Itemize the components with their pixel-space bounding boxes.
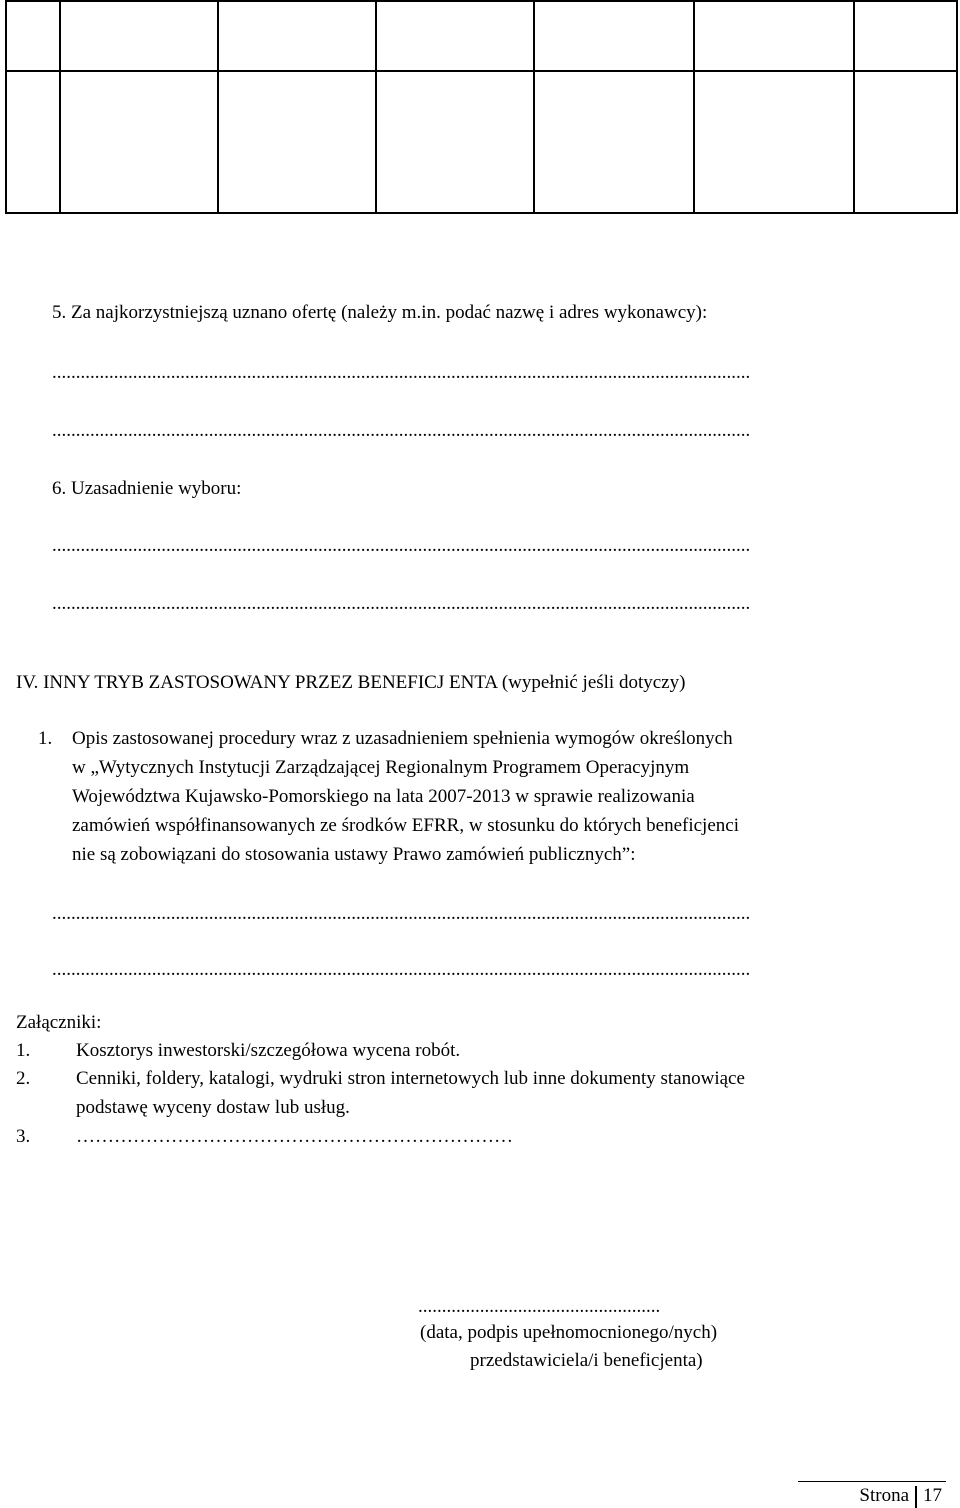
- table-col-line: [5, 0, 7, 214]
- section-iv-item1-text: [72, 724, 944, 869]
- page-footer: [859, 1485, 942, 1508]
- page-number: 17: [923, 1485, 942, 1506]
- attachment-3-number: 3.: [16, 1126, 31, 1147]
- signature-dots: ...................................................: [418, 1296, 661, 1317]
- signature-line-2: przedstawiciela/i beneficjenta): [470, 1350, 703, 1371]
- table-row-divider: [5, 70, 958, 72]
- top-table: [5, 0, 958, 214]
- paragraph-line: zamówień współfinansowanych ze środków EFRR, w stosunku do których beneficjenci: [72, 815, 739, 836]
- paragraph-line: nie są zobowiązani do stosowania ustawy Prawo zamówień publicznych”:: [72, 844, 636, 865]
- table-col-line: [956, 0, 958, 214]
- attachment-1-text: Kosztorys inwestorski/szczegółowa wycena robót.: [76, 1040, 461, 1061]
- footer-rule: [798, 1481, 946, 1482]
- section6-label: 6. Uzasadnienie wyboru:: [52, 478, 242, 499]
- attachment-2-text: Cenniki, foldery, katalogi, wydruki stron internetowych lub inne dokumenty stanowiące: [76, 1068, 745, 1089]
- table-col-line: [853, 0, 855, 214]
- paragraph-line: w „Wytycznych Instytucji Zarządzającej Regionalnym Programem Operacyjnym: [72, 757, 690, 778]
- footer-label: Strona: [859, 1485, 909, 1506]
- section-iv-item1-number: 1.: [38, 728, 53, 749]
- section6-line-1: ...................................................................................................................................................: [52, 536, 751, 556]
- paragraph-line: Opis zastosowanej procedury wraz z uzasadnieniem spełnienia wymogów określonych: [72, 728, 733, 749]
- table-col-line: [375, 0, 377, 214]
- section-iv-line-2: ...................................................................................................................................................: [52, 960, 751, 980]
- table-border-bottom: [5, 212, 958, 214]
- section6-line-2: ...................................................................................................................................................: [52, 594, 751, 614]
- attachment-3-text: ……………………………………………………………: [76, 1126, 513, 1147]
- attachment-2-text-cont: podstawę wyceny dostaw lub usług.: [76, 1097, 350, 1118]
- section-iv-line-1: ...................................................................................................................................................: [52, 904, 751, 924]
- table-col-line: [217, 0, 219, 214]
- signature-line-1: (data, podpis upełnomocnionego/nych): [420, 1322, 718, 1343]
- paragraph-line: Województwa Kujawsko-Pomorskiego na lata 2007-2013 w sprawie realizowania: [72, 786, 695, 807]
- attachment-2-number: 2.: [16, 1068, 31, 1089]
- table-border-top: [5, 0, 958, 2]
- attachments-heading: Załączniki:: [16, 1012, 102, 1033]
- attachment-1-number: 1.: [16, 1040, 31, 1061]
- table-col-line: [693, 0, 695, 214]
- section5-line-1: ...................................................................................................................................................: [52, 363, 751, 383]
- table-col-line: [59, 0, 61, 214]
- section5-line-2: ...................................................................................................................................................: [52, 421, 751, 441]
- section-iv-heading: IV. INNY TRYB ZASTOSOWANY PRZEZ BENEFICJ ENTA (wypełnić jeśli dotyczy): [16, 672, 686, 693]
- section5-label: 5. Za najkorzystniejszą uznano ofertę (należy m.in. podać nazwę i adres wykonawcy):: [52, 302, 708, 323]
- footer-separator: [915, 1486, 917, 1508]
- table-col-line: [533, 0, 535, 214]
